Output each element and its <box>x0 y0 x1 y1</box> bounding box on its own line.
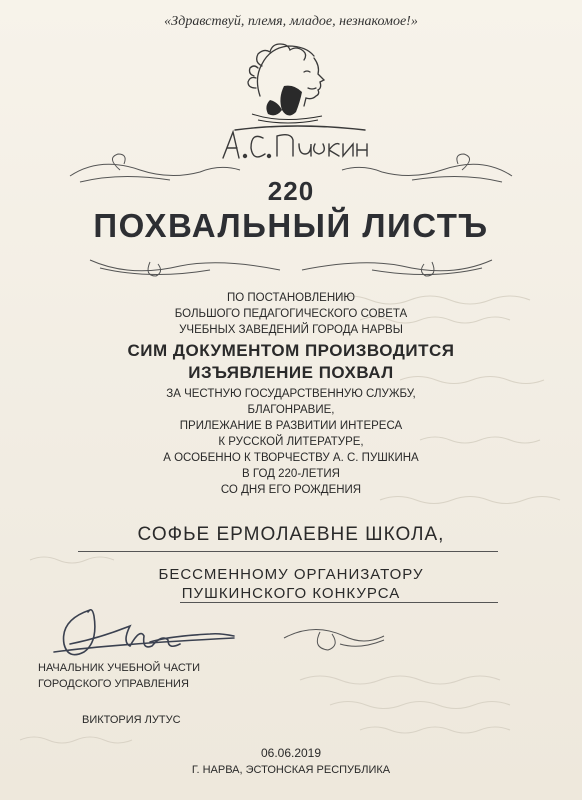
role-line: БЕССМЕННОМУ ОРГАНИЗАТОРУ <box>158 566 424 583</box>
decree-line: УЧЕБНЫХ ЗАВЕДЕНИЙ ГОРОДА НАРВЫ <box>179 324 403 336</box>
decree-line: БОЛЬШОГО ПЕДАГОГИЧЕСКОГО СОВЕТА <box>174 308 408 320</box>
reason-line: К РУССКОЙ ЛИТЕРАТУРЕ, <box>218 436 364 448</box>
reason-line: СО ДНЯ ЕГО РОЖДЕНИЯ <box>220 484 362 496</box>
headline-line: ИЗЪЯВЛЕНИЕ ПОХВАЛ <box>188 363 394 382</box>
reason-line: А ОСОБЕННО К ТВОРЧЕСТВУ А. С. ПУШКИНА <box>163 452 419 464</box>
headline-line: СИМ ДОКУМЕНТОМ ПРОИЗВОДИТСЯ <box>127 341 455 360</box>
reason-line: БЛАГОНРАВИЕ, <box>247 404 335 416</box>
decree-line: ПО ПОСТАНОВЛЕНИЮ <box>226 292 356 304</box>
headline-block <box>0 340 582 384</box>
reason-line: В ГОД 220-ЛЕТИЯ <box>242 468 340 480</box>
signatory-title <box>38 660 200 692</box>
certificate-number: 220 <box>267 176 315 206</box>
recipient-underline <box>78 551 498 552</box>
ornament-flourish-icon <box>80 250 502 286</box>
reason-line: ЗА ЧЕСТНУЮ ГОСУДАРСТВЕННУЮ СЛУЖБУ, <box>166 388 416 400</box>
recipient-name: СОФЬЕ ЕРМОЛАЕВНЕ ШКОЛА, <box>137 524 445 545</box>
certificate-title: ПОХВАЛЬНЫЙ ЛИСТЪ <box>93 207 489 244</box>
signatory-name: ВИКТОРИЯ ЛУТУС <box>82 714 181 726</box>
signatory-title-line: ГОРОДСКОГО УПРАВЛЕНИЯ <box>38 678 189 690</box>
role-line: ПУШКИНСКОГО КОНКУРСА <box>181 585 401 602</box>
reasons-block <box>0 386 582 498</box>
signatory-title-line: НАЧАЛЬНИК УЧЕБНОЙ ЧАСТИ <box>38 662 201 674</box>
issue-place: Г. НАРВА, ЭСТОНСКАЯ РЕСПУБЛИКА <box>191 764 391 776</box>
issue-date: 06.06.2019 <box>260 746 322 760</box>
ornament-flourish-icon <box>280 618 390 658</box>
reason-line: ПРИЛЕЖАНИЕ В РАЗВИТИИ ИНТЕРЕСА <box>179 420 403 432</box>
decree-block <box>0 290 582 338</box>
pushkin-portrait-icon <box>232 36 342 128</box>
epigraph: «Здравствуй, племя, младое, незнакомое!» <box>164 14 418 29</box>
